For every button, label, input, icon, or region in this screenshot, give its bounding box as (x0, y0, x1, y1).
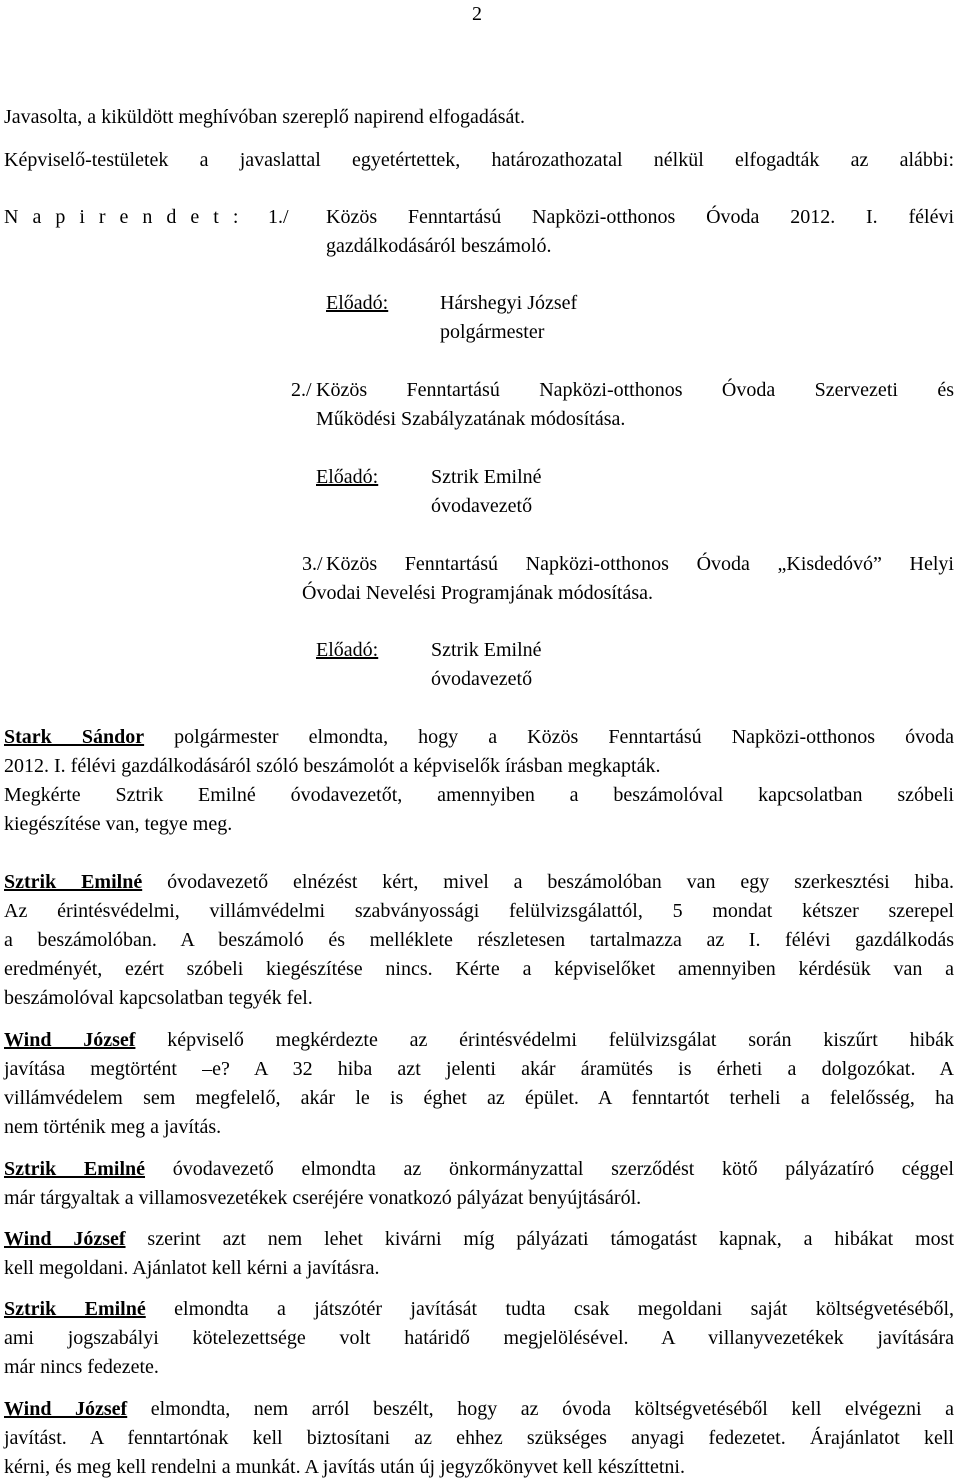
agenda-item-3-title-line-1: Közös Fenntartású Napközi-otthonos Óvoda „Kisdedóvó” Helyi (326, 553, 954, 575)
paragraph-5 (4, 1225, 954, 1283)
paragraph-line: kérni, és meg kell rendelni a munkát. A javítás után új jegyzőkönyvet kell készíttetni. (4, 1456, 685, 1478)
agenda-item-1-presenter-name: Hárshegyi József (440, 292, 578, 314)
paragraph-line: Sztrik Emilné óvodavezető elmondta az önkormányzattal szerződést kötő pályázatíró céggel (4, 1158, 954, 1180)
paragraph-line: Wind József képviselő megkérdezte az érintésvédelmi felülvizsgálat során kiszűrt hibák (4, 1029, 955, 1051)
speaker-name: Wind József (4, 1398, 128, 1420)
agenda-item-2-title (316, 376, 954, 434)
agenda-item-1-presenter-label: Előadó: (326, 292, 389, 314)
paragraph-line: 2012. I. félévi gazdálkodásáról szóló beszámolót a képviselők írásban megkapták. (4, 755, 661, 777)
agenda-item-3-presenter-label: Előadó: (316, 639, 379, 661)
paragraph-line: javítása megtörtént –e? A 32 hiba azt jelenti akár áramütés is érheti a dolgozókat. A (4, 1058, 954, 1080)
paragraph-line: kell megoldani. Ajánlatot kell kérni a javításra. (4, 1257, 380, 1279)
agenda-item-3-presenter-role: óvodavezető (431, 668, 533, 690)
speaker-name: Stark Sándor (4, 726, 145, 748)
agenda-item-3-title (302, 550, 954, 608)
agenda-item-1-title (326, 203, 954, 261)
paragraph-line: Stark Sándor polgármester elmondta, hogy a Közös Fenntartású Napközi-otthonos óvoda (4, 726, 954, 748)
agenda-item-2-presenter-role: óvodavezető (431, 495, 533, 517)
agenda-item-1-presenter-role: polgármester (440, 321, 545, 343)
agenda-item-2-presenter-name: Sztrik Emilné (431, 466, 542, 488)
paragraph-line: villámvédelem sem megfelelő, akár le is éghet az épület. A fenntartót terheli a felelősség, ha (4, 1087, 954, 1109)
paragraph-line: eredményét, ezért szóbeli kiegészítése nincs. Kérte a képviselőket amennyiben kérdésük van a (4, 958, 954, 980)
paragraph-line: a beszámolóban. A beszámoló és melléklete részletesen tartalmazza az I. félévi gazdálkodás (4, 929, 954, 951)
agenda-item-3-title-line-2: Óvodai Nevelési Programjának módosítása. (302, 582, 654, 604)
speaker-name: Sztrik Emilné (4, 871, 143, 893)
paragraph-line: Az érintésvédelmi, villámvédelmi szabványossági felülvizsgálattól, 5 mondat kétszer szerepel (4, 900, 954, 922)
agenda-item-1-number: 1./ (268, 206, 289, 228)
speaker-name: Wind József (4, 1228, 126, 1250)
paragraph-line: Sztrik Emilné óvodavezető elnézést kért, mivel a beszámolóban van egy szerkesztési hiba. (4, 871, 954, 893)
intro-line-1: Javasolta, a kiküldött meghívóban szereplő napirend elfogadását. (4, 106, 525, 128)
paragraph-line: Wind József szerint azt nem lehet kivárni míg pályázati támogatást kapnak, a hibákat most (4, 1228, 955, 1250)
paragraph-line: ami jogszabályi kötelezettsége volt határidő megjelölésével. A villanyvezetékek javítására (4, 1327, 954, 1349)
paragraph-line: Wind József elmondta, nem arról beszélt, hogy az óvoda költségvetéséből kell elvégezni a (4, 1398, 955, 1420)
paragraph-line: már tárgyaltak a villamosvezetékek cseréjére vonatkozó pályázat benyújtásáról. (4, 1187, 642, 1209)
page-number: 2 (472, 3, 482, 25)
speaker-name: Wind József (4, 1029, 136, 1051)
intro-line-2: Képviselő-testületek a javaslattal egyetértettek, határozathozatal nélkül elfogadták az alábbi: (4, 149, 954, 171)
agenda-label: N a p i r e n d e t : (4, 206, 243, 228)
paragraph-2 (4, 868, 954, 1013)
paragraph-7 (4, 1395, 954, 1482)
paragraph-line: már nincs fedezete. (4, 1356, 159, 1378)
agenda-item-3-number: 3./ (302, 553, 323, 575)
agenda-item-2-title-line-2: Működési Szabályzatának módosítása. (316, 408, 626, 430)
paragraph-1 (4, 723, 954, 839)
paragraph-line: nem történik meg a javítás. (4, 1116, 222, 1138)
paragraph-6 (4, 1295, 954, 1382)
agenda-item-2-number: 2./ (291, 379, 312, 401)
paragraph-line: Megkérte Sztrik Emilné óvodavezetőt, amennyiben a beszámolóval kapcsolatban szóbeli (4, 784, 954, 806)
paragraph-line: Sztrik Emilné elmondta a játszótér javítását tudta csak megoldani saját költségvetéséből, (4, 1298, 954, 1320)
paragraph-line: javítást. A fenntartónak kell biztosítani az ehhez szükséges anyagi fedezetet. Árajánlatot kell (4, 1427, 954, 1449)
agenda-item-2-presenter-label: Előadó: (316, 466, 379, 488)
paragraph-4 (4, 1155, 954, 1213)
agenda-item-1-title-line-2: gazdálkodásáról beszámoló. (326, 235, 552, 257)
agenda-item-2-title-line-1: Közös Fenntartású Napközi-otthonos Óvoda Szervezeti és (316, 379, 954, 401)
paragraph-line: kiegészítése van, tegye meg. (4, 813, 233, 835)
agenda-item-1-title-line-1: Közös Fenntartású Napközi-otthonos Óvoda 2012. I. félévi (326, 206, 954, 228)
speaker-name: Sztrik Emilné (4, 1298, 146, 1320)
paragraph-line: beszámolóval kapcsolatban tegyék fel. (4, 987, 313, 1009)
agenda-item-3-presenter-name: Sztrik Emilné (431, 639, 542, 661)
paragraph-3 (4, 1026, 954, 1142)
speaker-name: Sztrik Emilné (4, 1158, 146, 1180)
